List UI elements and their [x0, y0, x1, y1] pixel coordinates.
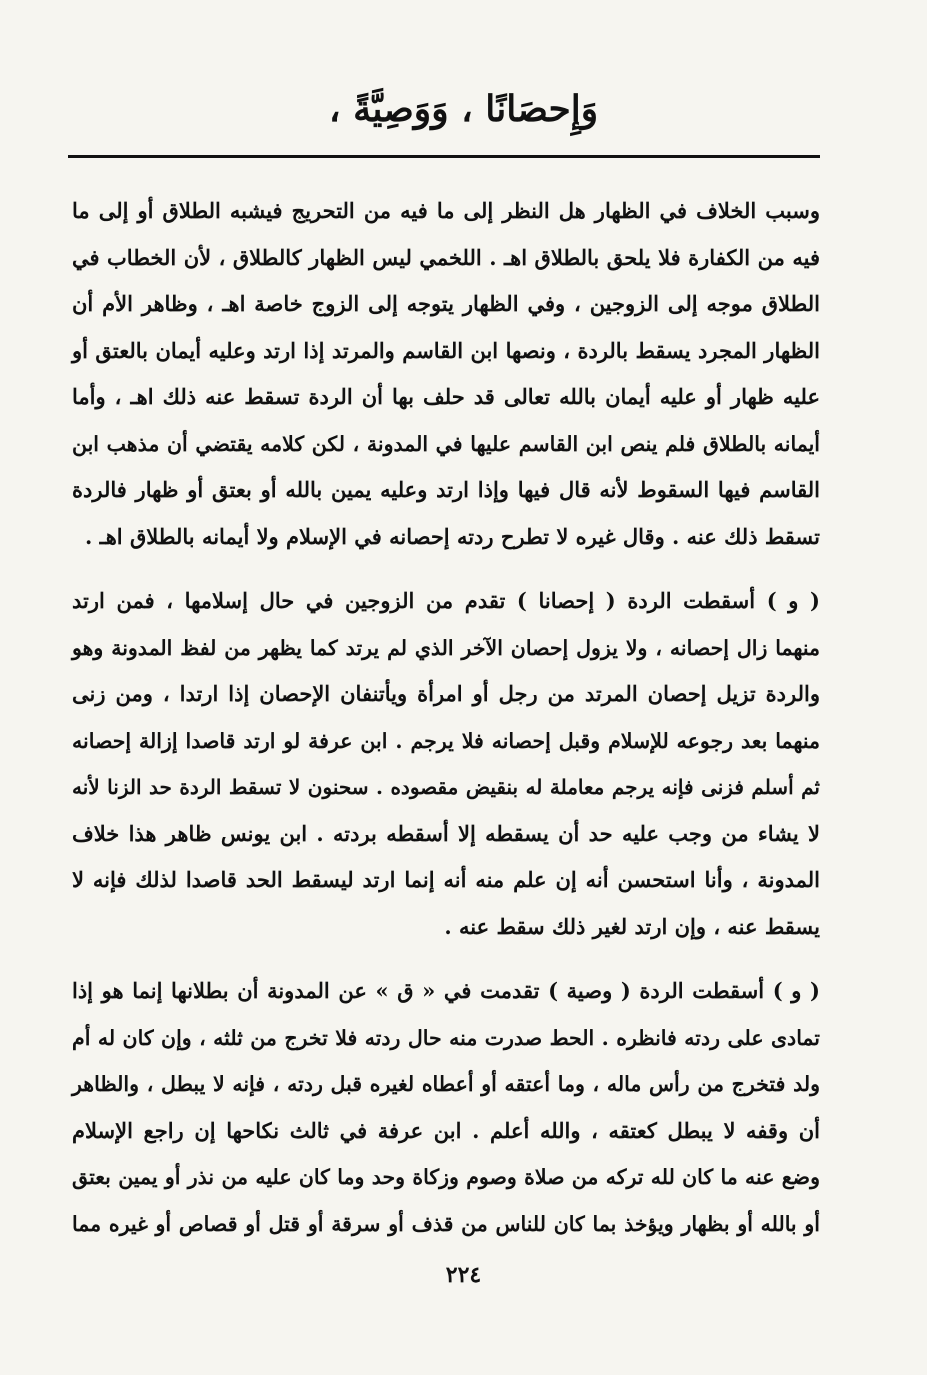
text-line: ثم أسلم فزنى فإنه يرجم معاملة له بنقيض مقصوده . سحنون لا تسقط الردة حد الزنا لأنه — [72, 775, 820, 799]
page-number: ٢٢٤ — [445, 1262, 482, 1288]
text-line: وضع عنه ما كان لله تركه من صلاة وصوم وزكاة وحد وما كان عليه من نذر أو يمين بعتق — [72, 1165, 820, 1189]
paragraph-zihar — [72, 188, 820, 560]
body-text — [72, 188, 820, 1247]
page-header-title: وَإِحصَانًا ، وَوَصِيَّةً ، — [328, 88, 599, 130]
text-line: ( و ) أسقطت الردة ( إحصانا ) تقدم من الزوجين في حال إسلامها ، فمن ارتد — [72, 588, 820, 613]
text-line: ولد فتخرج من رأس ماله ، وما أعتقه أو أعطاه لغيره قبل ردته ، فإنه لا يبطل ، والظاهر — [72, 1072, 820, 1096]
text-line: القاسم فيها السقوط لأنه قال فيها وإذا ارتد وعليه يمين بالله أو بعتق أو ظهار فالردة — [72, 477, 820, 502]
text-line: الظهار المجرد يسقط بالردة ، ونصها ابن القاسم والمرتد إذا ارتد وعليه أيمان بالعتق أو — [72, 337, 820, 363]
text-line: والردة تزيل إحصان المرتد من رجل أو امرأة ويأتنفان الإحصان إذا ارتدا ، ومن زنى — [72, 681, 820, 706]
header-rule — [68, 155, 820, 158]
text-line: أيمانه بالطلاق فلم ينص ابن القاسم عليها في المدونة ، لكن كلامه يقتضي أن مذهب ابن — [72, 431, 820, 456]
text-line: تمادى على ردته فانظره . الحط صدرت منه حال ردته فلا تخرج من ثلثه ، وإن كان له أم — [72, 1025, 820, 1050]
text-line: عليه ظهار أو عليه أيمان بالله تعالى قد حلف بها أن الردة تسقط عنه ذلك اهـ ، وأما — [72, 384, 820, 409]
text-line: فيه من الكفارة فلا يلحق بالطلاق اهـ . اللخمي ليس الظهار كالطلاق ، لأن الخطاب في — [72, 244, 820, 270]
text-line: أو بالله أو بظهار ويؤخذ بما كان للناس من قذف أو سرقة أو قتل أو قصاص أو غيره مما — [72, 1211, 820, 1236]
text-line: يسقط عنه ، وإن ارتد لغير ذلك سقط عنه . — [444, 913, 820, 939]
text-line: وسبب الخلاف في الظهار هل النظر إلى ما فيه من التحريج فيشبه الطلاق أو إلى ما — [72, 198, 820, 223]
text-line: ( و ) أسقطت الردة ( وصية ) تقدمت في « ق » عن المدونة أن بطلانها إنما هو إذا — [72, 978, 820, 1003]
text-line: منهما زال إحصانه ، ولا يزول إحصان الآخر الذي لم يرتد كما يظهر من لفظ المدونة وهو — [72, 635, 820, 660]
text-line: أن وقفه لا يبطل كعتقه ، والله أعلم . ابن عرفة في ثالث نكاحها إن راجع الإسلام — [72, 1117, 820, 1143]
paragraph-wasiyya — [72, 968, 820, 1247]
text-line: المدونة ، وأنا استحسن أنه إن علم منه أنه إنما ارتد ليسقط الحد قاصدا لذلك فإنه لا — [72, 867, 820, 892]
text-line: لا يشاء من وجب عليه حد أن يسقطه إلا أسقطه بردته . ابن يونس ظاهر هذا خلاف — [72, 820, 820, 846]
text-line: منهما بعد رجوعه للإسلام وقبل إحصانه فلا يرجم . ابن عرفة لو ارتد قاصدا إزالة إحصانه — [72, 728, 820, 753]
text-line: تسقط ذلك عنه . وقال غيره لا تطرح ردته إحصانه في الإسلام ولا أيمانه بالطلاق اهـ . — [84, 523, 820, 549]
paragraph-ihsan — [72, 578, 820, 950]
text-line: الطلاق موجه إلى الزوجين ، وفي الظهار يتوجه إلى الزوج خاصة اهـ ، وظاهر الأم أن — [72, 291, 820, 316]
